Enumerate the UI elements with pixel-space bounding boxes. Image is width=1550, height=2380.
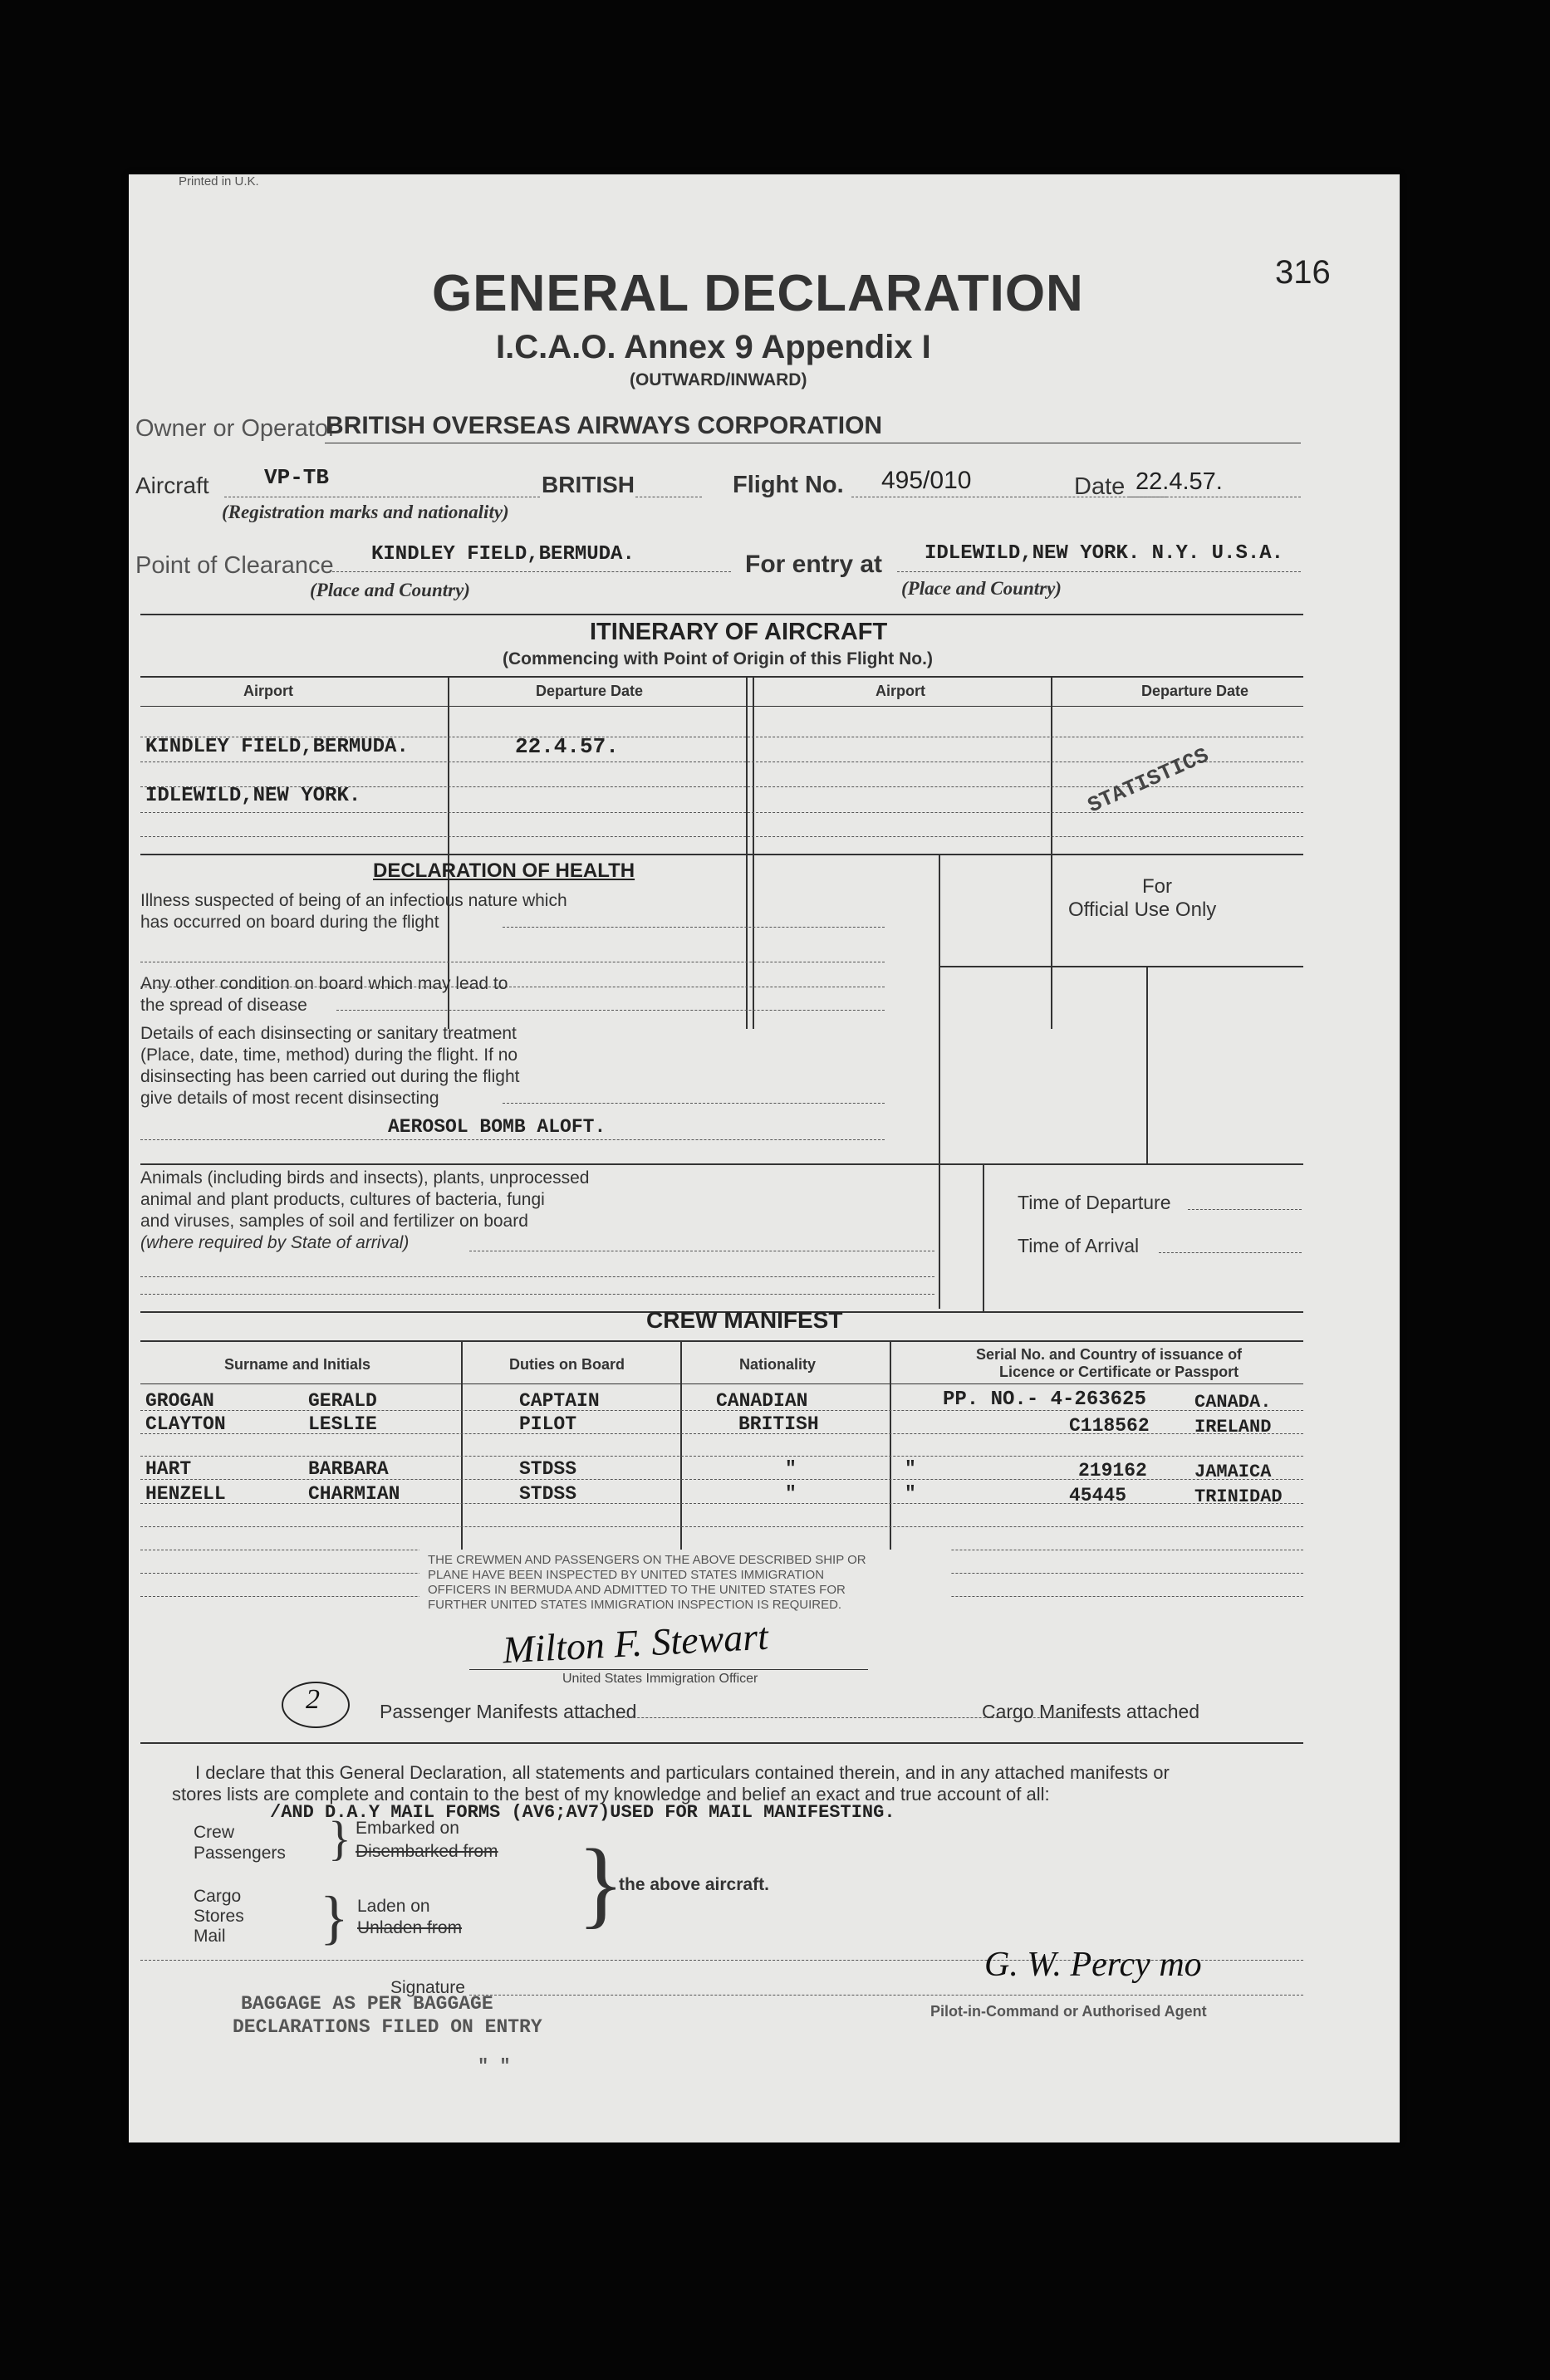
cargo-manifests-label: Cargo Manifests attached xyxy=(982,1701,1200,1722)
aircraft-registration: VP-TB xyxy=(264,465,330,490)
date-label: Date xyxy=(1074,473,1126,500)
immigration-stamp-line4: FURTHER UNITED STATES IMMIGRATION INSPECTION IS REQUIRED. xyxy=(428,1598,842,1612)
crew-duty: STDSS xyxy=(519,1483,577,1505)
crew-surname: HART xyxy=(145,1458,192,1480)
health-q3-line1: Details of each disinsecting or sanitary treatment xyxy=(140,1024,517,1043)
time-departure-label: Time of Departure xyxy=(1018,1192,1171,1213)
form-subtitle: I.C.A.O. Annex 9 Appendix I xyxy=(496,329,931,365)
crew-duty: PILOT xyxy=(519,1413,577,1435)
owner-label: Owner or Operator xyxy=(135,415,336,442)
crew-col-nationality: Nationality xyxy=(739,1356,817,1373)
crew-surname: CLAYTON xyxy=(145,1413,226,1435)
clearance-value: KINDLEY FIELD,BERMUDA. xyxy=(371,543,635,566)
crew-firstname: LESLIE xyxy=(308,1413,377,1435)
itinerary-subtitle: (Commencing with Point of Origin of this Flight No.) xyxy=(503,649,933,668)
crew-nationality-ditto: " xyxy=(785,1483,797,1505)
cargo-label: Cargo xyxy=(194,1887,242,1906)
signature-label: Signature xyxy=(390,1978,465,1997)
stores-label: Stores xyxy=(194,1907,244,1926)
signature-caption: Pilot-in-Command or Authorised Agent xyxy=(930,2003,1207,2020)
declaration-line1: I declare that this General Declaration, all statements and particulars contained therein, and in any attached manifests or xyxy=(195,1762,1170,1783)
clearance-caption: (Place and Country) xyxy=(310,580,470,600)
disembarked-label: Disembarked from xyxy=(356,1842,498,1861)
itin-row-airport: KINDLEY FIELD,BERMUDA. xyxy=(145,736,409,758)
mail-label: Mail xyxy=(194,1927,226,1946)
health-title: DECLARATION OF HEALTH xyxy=(373,859,635,882)
mail-forms-note: /AND D.A.Y MAIL FORMS (AV6;AV7)USED FOR MAIL MANIFESTING. xyxy=(270,1802,895,1823)
crew-col-duties: Duties on Board xyxy=(509,1356,625,1373)
crew-duty: STDSS xyxy=(519,1458,577,1480)
crew-serial: 45445 xyxy=(1069,1485,1127,1506)
date-value: 22.4.57. xyxy=(1136,468,1223,495)
crew-col-serial-2: Licence or Certificate or Passport xyxy=(999,1364,1239,1380)
passenger-manifests-label: Passenger Manifests attached xyxy=(380,1701,637,1722)
crew-country: IRELAND xyxy=(1194,1417,1272,1437)
animals-line2: animal and plant products, cultures of bacteria, fungi xyxy=(140,1190,545,1209)
itin-row-date: 22.4.57. xyxy=(515,734,619,759)
crew-firstname: BARBARA xyxy=(308,1458,389,1480)
animals-line3: and viruses, samples of soil and fertilizer on board xyxy=(140,1212,528,1231)
crew-country: TRINIDAD xyxy=(1194,1486,1283,1507)
crew-country: CANADA. xyxy=(1194,1392,1272,1413)
crew-label: Crew xyxy=(194,1823,235,1842)
immigration-officer-signature: Milton F. Stewart xyxy=(501,1614,770,1672)
itin-col-date-1: Departure Date xyxy=(536,683,644,699)
health-q1-line2: has occurred on board during the flight xyxy=(140,913,439,932)
baggage-ditto: " " xyxy=(478,2056,511,2077)
immigration-officer-caption: United States Immigration Officer xyxy=(562,1672,758,1686)
immigration-stamp-line2: PLANE HAVE BEEN INSPECTED BY UNITED STATES IMMIGRATION xyxy=(428,1568,825,1582)
brace-right: } xyxy=(577,1829,625,1937)
brace-left-cargo: } xyxy=(320,1884,349,1951)
immigration-stamp-line1: THE CREWMEN AND PASSENGERS ON THE ABOVE DESCRIBED SHIP OR xyxy=(428,1553,866,1567)
health-q2-line2: the spread of disease xyxy=(140,996,307,1015)
official-use-line2: Official Use Only xyxy=(1068,899,1217,921)
crew-surname: GROGAN xyxy=(145,1390,214,1412)
crew-duty: CAPTAIN xyxy=(519,1390,600,1412)
flight-label: Flight No. xyxy=(733,472,844,498)
itinerary-title: ITINERARY OF AIRCRAFT xyxy=(590,619,888,645)
crew-surname: HENZELL xyxy=(145,1483,226,1505)
animals-line4: (where required by State of arrival) xyxy=(140,1233,410,1252)
health-q3-line4: give details of most recent disinsecting xyxy=(140,1089,439,1108)
pilot-signature: G. W. Percy mo xyxy=(984,1946,1202,1984)
crew-serial: C118562 xyxy=(1069,1415,1150,1437)
itin-row-airport: IDLEWILD,NEW YORK. xyxy=(145,785,361,807)
clearance-label: Point of Clearance xyxy=(135,552,334,579)
crew-nationality: CANADIAN xyxy=(716,1390,808,1412)
crew-col-serial-1: Serial No. and Country of issuance of xyxy=(976,1346,1243,1363)
above-aircraft-label: the above aircraft. xyxy=(619,1875,769,1894)
entry-value: IDLEWILD,NEW YORK. N.Y. U.S.A. xyxy=(925,542,1284,565)
crew-firstname: CHARMIAN xyxy=(308,1483,400,1505)
health-q3-line3: disinsecting has been carried out during the flight xyxy=(140,1067,520,1086)
crew-serial: 219162 xyxy=(1078,1460,1147,1481)
statistics-stamp: STATISTICS xyxy=(1084,742,1213,819)
crew-country: JAMAICA xyxy=(1194,1462,1272,1482)
entry-caption: (Place and Country) xyxy=(901,578,1062,599)
passengers-label: Passengers xyxy=(194,1844,286,1863)
disinsecting-answer: AEROSOL BOMB ALOFT. xyxy=(388,1116,606,1138)
page-number: 316 xyxy=(1275,254,1331,291)
health-q1-line1: Illness suspected of being of an infectious nature which xyxy=(140,891,567,910)
crew-nationality: BRITISH xyxy=(738,1413,819,1435)
crew-serial-ditto: " xyxy=(905,1458,916,1480)
crew-title: CREW MANIFEST xyxy=(646,1307,843,1333)
aircraft-nationality: BRITISH xyxy=(542,472,635,497)
itin-col-airport-1: Airport xyxy=(243,683,293,699)
flight-number: 495/010 xyxy=(881,467,972,494)
brace-left: } xyxy=(328,1811,351,1865)
crew-serial-ditto: " xyxy=(905,1483,916,1505)
crew-nationality-ditto: " xyxy=(785,1458,797,1480)
itin-col-airport-2: Airport xyxy=(876,683,925,699)
laden-label: Laden on xyxy=(357,1897,430,1916)
baggage-line2: DECLARATIONS FILED ON ENTRY xyxy=(233,2016,542,2038)
unladen-label: Unladen from xyxy=(357,1918,463,1937)
declaration-line2: stores lists are complete and contain to the best of my knowledge and belief an exact and true account of all: xyxy=(172,1784,1050,1805)
immigration-stamp-line3: OFFICERS IN BERMUDA AND ADMITTED TO THE UNITED STATES FOR xyxy=(428,1583,846,1597)
passenger-count: 2 xyxy=(306,1684,320,1715)
itin-col-date-2: Departure Date xyxy=(1141,683,1249,699)
animals-line1: Animals (including birds and insects), plants, unprocessed xyxy=(140,1168,590,1188)
crew-firstname: GERALD xyxy=(308,1390,377,1412)
declaration-form xyxy=(129,174,1400,2142)
entry-label: For entry at xyxy=(745,551,883,578)
form-title: GENERAL DECLARATION xyxy=(432,265,1084,322)
health-q2-line1: Any other condition on board which may lead to xyxy=(140,974,508,993)
embarked-label: Embarked on xyxy=(356,1819,459,1838)
health-q3-line2: (Place, date, time, method) during the flight. If no xyxy=(140,1046,518,1065)
crew-serial: PP. NO.- 4-263625 xyxy=(943,1388,1146,1411)
form-direction: (OUTWARD/INWARD) xyxy=(630,370,807,389)
aircraft-label: Aircraft xyxy=(135,473,209,498)
crew-col-surname: Surname and Initials xyxy=(224,1356,371,1373)
printed-note: Printed in U.K. xyxy=(179,174,259,189)
baggage-line1: BAGGAGE AS PER BAGGAGE xyxy=(241,1993,493,2015)
registration-caption: (Registration marks and nationality) xyxy=(222,502,509,522)
official-use-line1: For xyxy=(1142,875,1172,898)
time-arrival-label: Time of Arrival xyxy=(1018,1235,1140,1256)
owner-value: BRITISH OVERSEAS AIRWAYS CORPORATION xyxy=(326,412,883,439)
